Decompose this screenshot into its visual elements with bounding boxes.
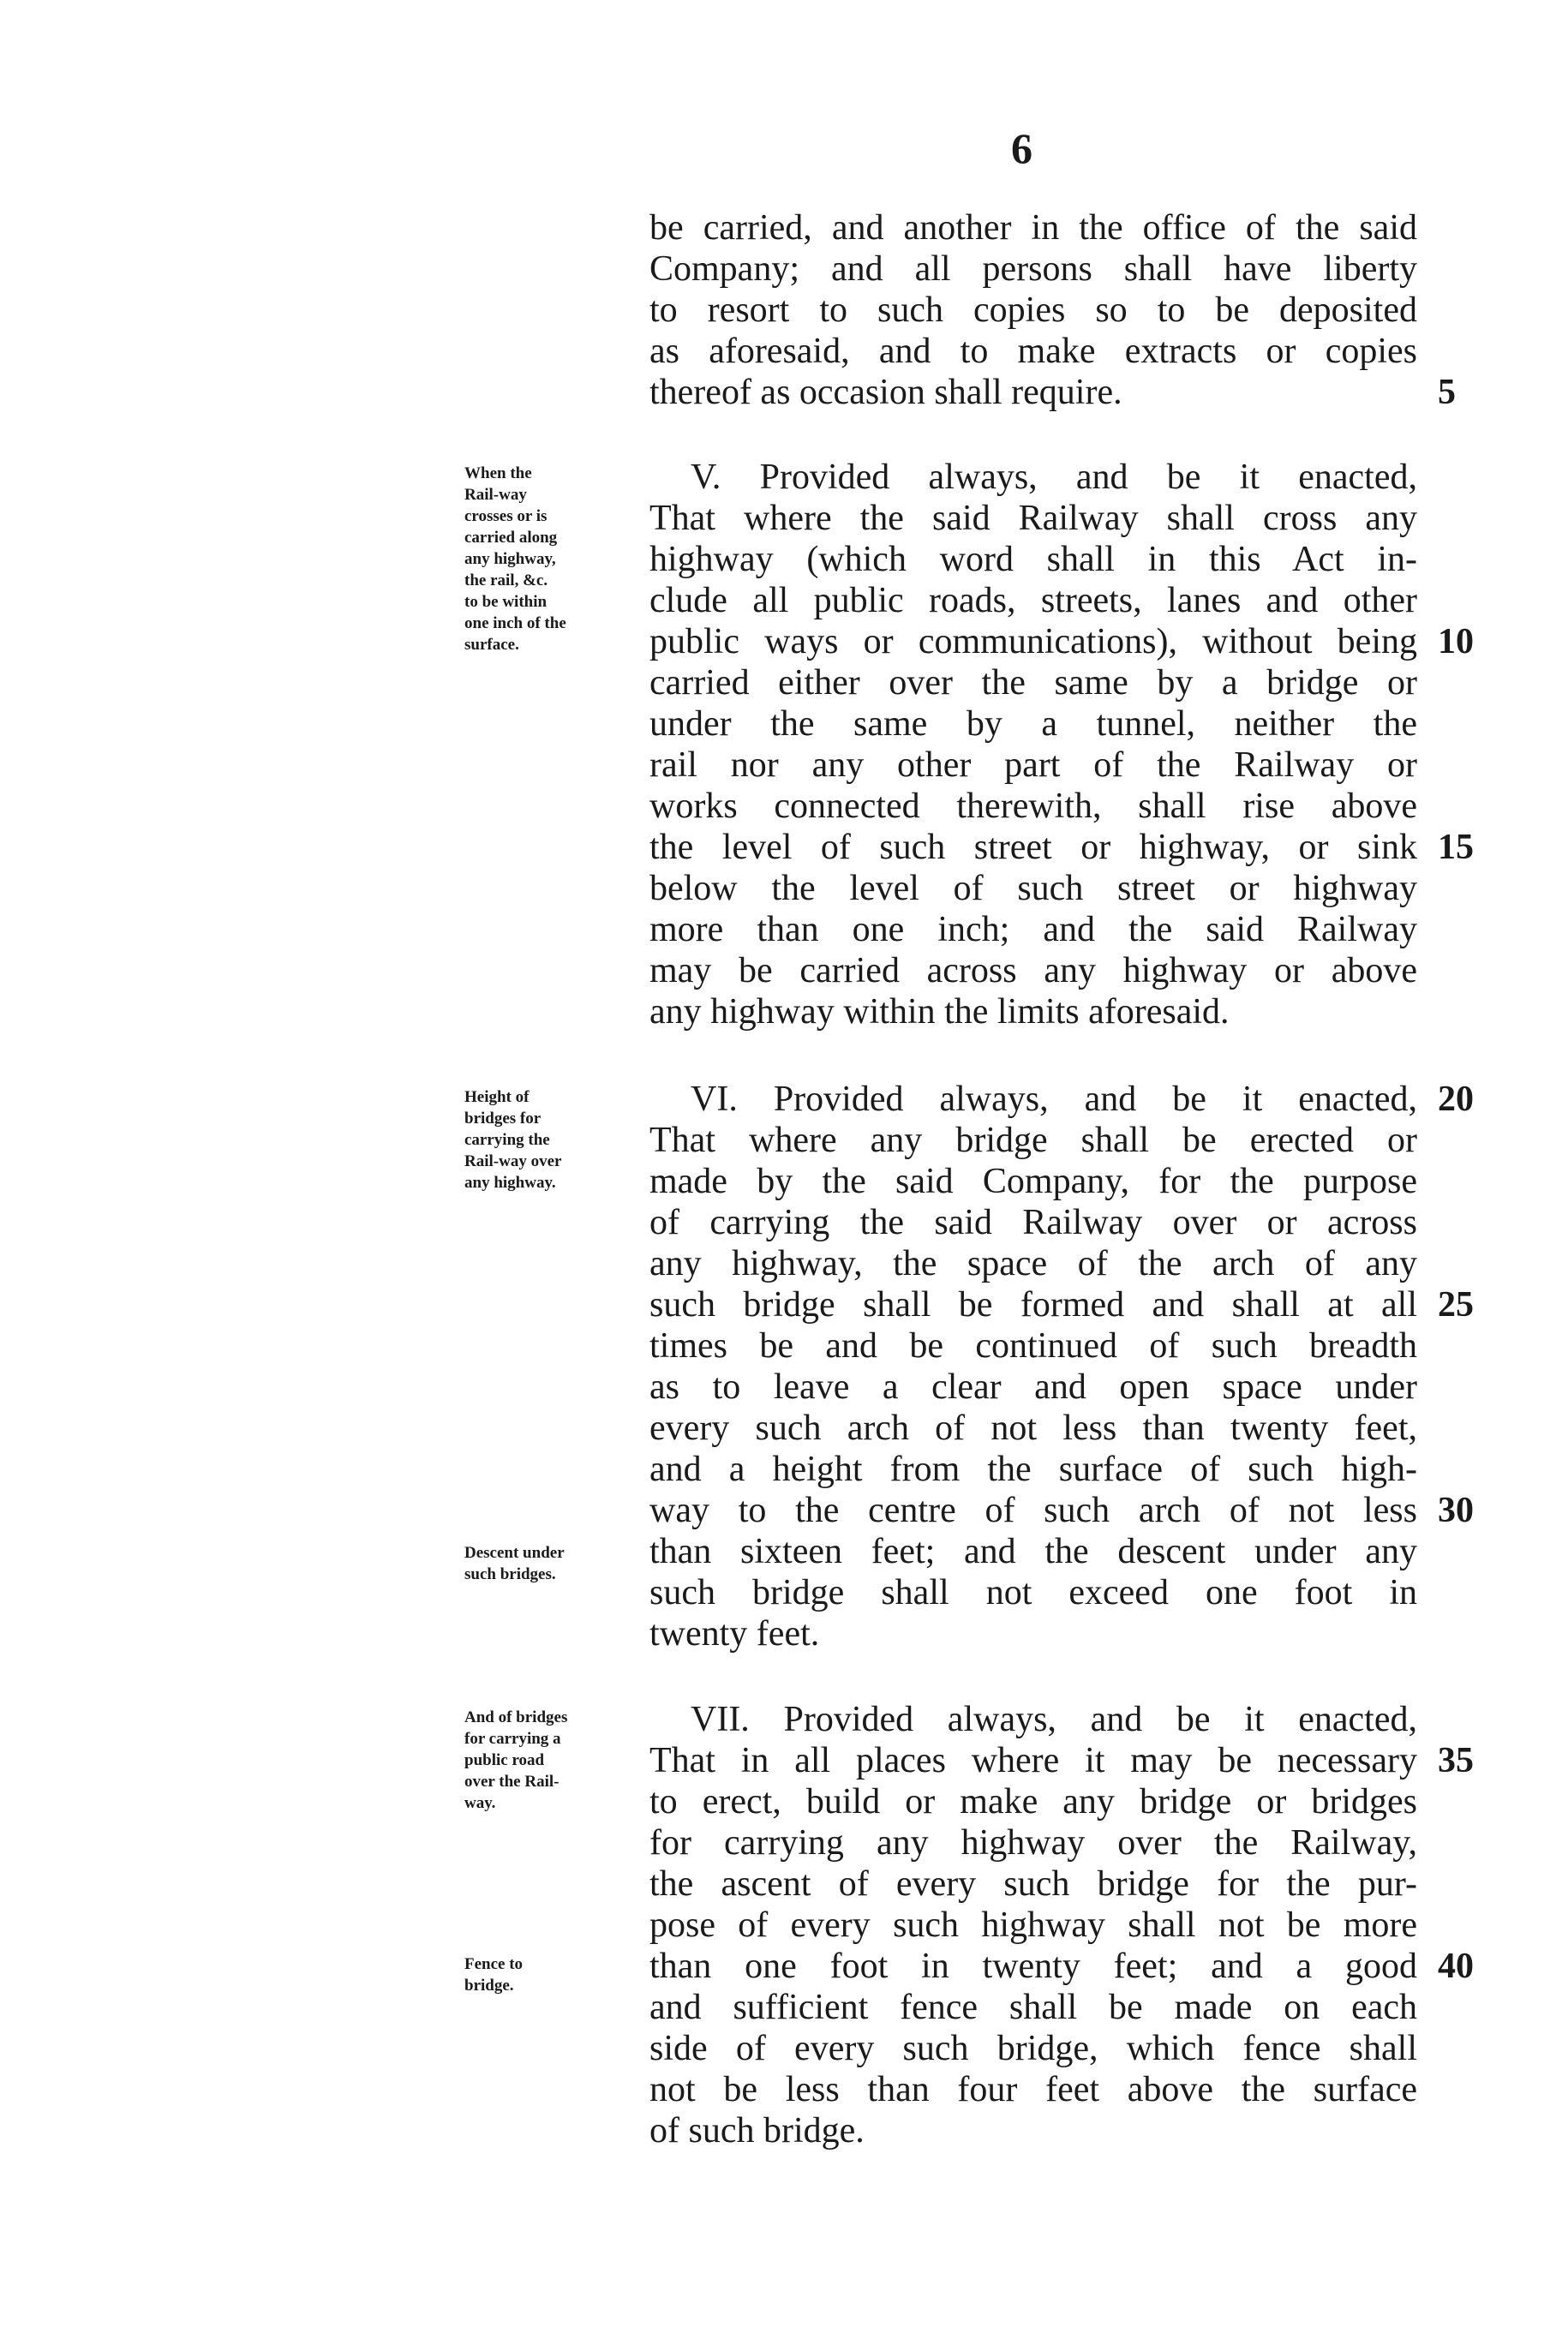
marginal-note-line: bridge. bbox=[464, 1977, 514, 1995]
text-line: That where any bridge shall be erected or bbox=[649, 1121, 1417, 1160]
text-line: and sufficient fence shall be made on each bbox=[649, 1988, 1417, 2027]
text-line: VII. Provided always, and be it enacted, bbox=[691, 1700, 1417, 1739]
marginal-note-line: any highway, bbox=[464, 550, 556, 568]
text-line: carried either over the same by a bridge or bbox=[649, 663, 1417, 703]
marginal-note-line: one inch of the bbox=[464, 614, 566, 632]
line-number: 40 bbox=[1438, 1947, 1474, 1986]
text-line: not be less than four feet above the surface bbox=[649, 2070, 1417, 2109]
text-line: of such bridge. bbox=[649, 2111, 865, 2151]
text-line: than one foot in twenty feet; and a good bbox=[649, 1947, 1417, 1986]
text-line: way to the centre of such arch of not less bbox=[649, 1491, 1417, 1530]
marginal-note-line: Rail-way over bbox=[464, 1152, 562, 1170]
text-line: as aforesaid, and to make extracts or copies bbox=[649, 332, 1417, 371]
marginal-note-line: for carrying a bbox=[464, 1730, 561, 1748]
text-line: the ascent of every such bridge for the pur- bbox=[649, 1864, 1417, 1904]
text-line: may be carried across any highway or above bbox=[649, 951, 1417, 990]
page-number: 6 bbox=[1011, 124, 1032, 172]
text-line: That where the said Railway shall cross any bbox=[649, 499, 1417, 538]
text-line: to erect, build or make any bridge or bridges bbox=[649, 1782, 1417, 1822]
text-line: more than one inch; and the said Railway bbox=[649, 910, 1417, 949]
line-number: 30 bbox=[1438, 1491, 1474, 1530]
line-number: 20 bbox=[1438, 1080, 1474, 1119]
marginal-note bbox=[464, 1953, 644, 1996]
text-line: for carrying any highway over the Railway, bbox=[649, 1823, 1417, 1863]
marginal-note-line: the rail, &c. bbox=[464, 571, 548, 589]
text-line: Company; and all persons shall have liberty bbox=[649, 249, 1417, 289]
marginal-note-line: Height of bbox=[464, 1088, 530, 1106]
text-line: as to leave a clear and open space under bbox=[649, 1367, 1417, 1407]
text-line: times be and be continued of such breadth bbox=[649, 1326, 1417, 1366]
text-line: public ways or communications), without being bbox=[649, 622, 1417, 661]
marginal-note bbox=[464, 463, 644, 655]
marginal-note-line: surface. bbox=[464, 636, 519, 654]
marginal-note-line: to be within bbox=[464, 593, 548, 611]
marginal-note-line: over the Rail- bbox=[464, 1773, 560, 1791]
marginal-note bbox=[464, 1086, 644, 1193]
marginal-note-line: Descent under bbox=[464, 1544, 565, 1562]
text-line: highway (which word shall in this Act in- bbox=[649, 540, 1417, 579]
text-line: twenty feet. bbox=[649, 1614, 820, 1654]
text-line: and a height from the surface of such high- bbox=[649, 1450, 1417, 1489]
text-line: be carried, and another in the office of the said bbox=[649, 208, 1417, 248]
text-line: below the level of such street or highway bbox=[649, 869, 1417, 908]
text-line: rail nor any other part of the Railway or bbox=[649, 745, 1417, 785]
text-line: works connected therewith, shall rise above bbox=[649, 787, 1417, 826]
marginal-note-line: Fence to bbox=[464, 1955, 524, 1973]
text-line: any highway, the space of the arch of any bbox=[649, 1244, 1417, 1283]
text-line: than sixteen feet; and the descent under any bbox=[649, 1532, 1417, 1571]
marginal-note-line: such bridges. bbox=[464, 1565, 556, 1583]
marginal-note-line: When the bbox=[464, 464, 532, 482]
text-line: the level of such street or highway, or sink bbox=[649, 828, 1417, 867]
marginal-note-line: carrying the bbox=[464, 1131, 550, 1149]
line-number: 15 bbox=[1438, 828, 1474, 867]
text-line: side of every such bridge, which fence shall bbox=[649, 2029, 1417, 2068]
text-line: to resort to such copies so to be deposited bbox=[649, 290, 1417, 330]
line-number: 5 bbox=[1438, 373, 1456, 412]
text-line: clude all public roads, streets, lanes and other bbox=[649, 581, 1417, 620]
marginal-note-line: carried along bbox=[464, 529, 558, 547]
text-line: V. Provided always, and be it enacted, bbox=[691, 458, 1417, 497]
marginal-note-line: Rail-way bbox=[464, 486, 527, 504]
marginal-note-line: And of bridges bbox=[464, 1708, 568, 1726]
marginal-note-line: public road bbox=[464, 1751, 545, 1769]
text-line: thereof as occasion shall require. bbox=[649, 373, 1122, 412]
line-number: 10 bbox=[1438, 622, 1474, 661]
text-line: such bridge shall not exceed one foot in bbox=[649, 1573, 1417, 1612]
text-line: such bridge shall be formed and shall at all bbox=[649, 1285, 1417, 1325]
line-number: 35 bbox=[1438, 1741, 1474, 1780]
marginal-note-line: any highway. bbox=[464, 1174, 556, 1192]
marginal-note bbox=[464, 1707, 644, 1814]
marginal-note-line: bridges for bbox=[464, 1110, 542, 1128]
marginal-note-line: way. bbox=[464, 1794, 496, 1812]
line-number: 25 bbox=[1438, 1285, 1474, 1325]
marginal-note bbox=[464, 1542, 644, 1585]
text-line: of carrying the said Railway over or across bbox=[649, 1203, 1417, 1242]
text-line: any highway within the limits aforesaid. bbox=[649, 992, 1230, 1032]
text-line: every such arch of not less than twenty feet, bbox=[649, 1409, 1417, 1448]
text-line: That in all places where it may be necessary bbox=[649, 1741, 1417, 1780]
text-line: pose of every such highway shall not be more bbox=[649, 1905, 1417, 1945]
text-line: made by the said Company, for the purpose bbox=[649, 1162, 1417, 1201]
text-line: VI. Provided always, and be it enacted, bbox=[691, 1080, 1417, 1119]
marginal-note-line: crosses or is bbox=[464, 507, 548, 525]
text-line: under the same by a tunnel, neither the bbox=[649, 704, 1417, 744]
